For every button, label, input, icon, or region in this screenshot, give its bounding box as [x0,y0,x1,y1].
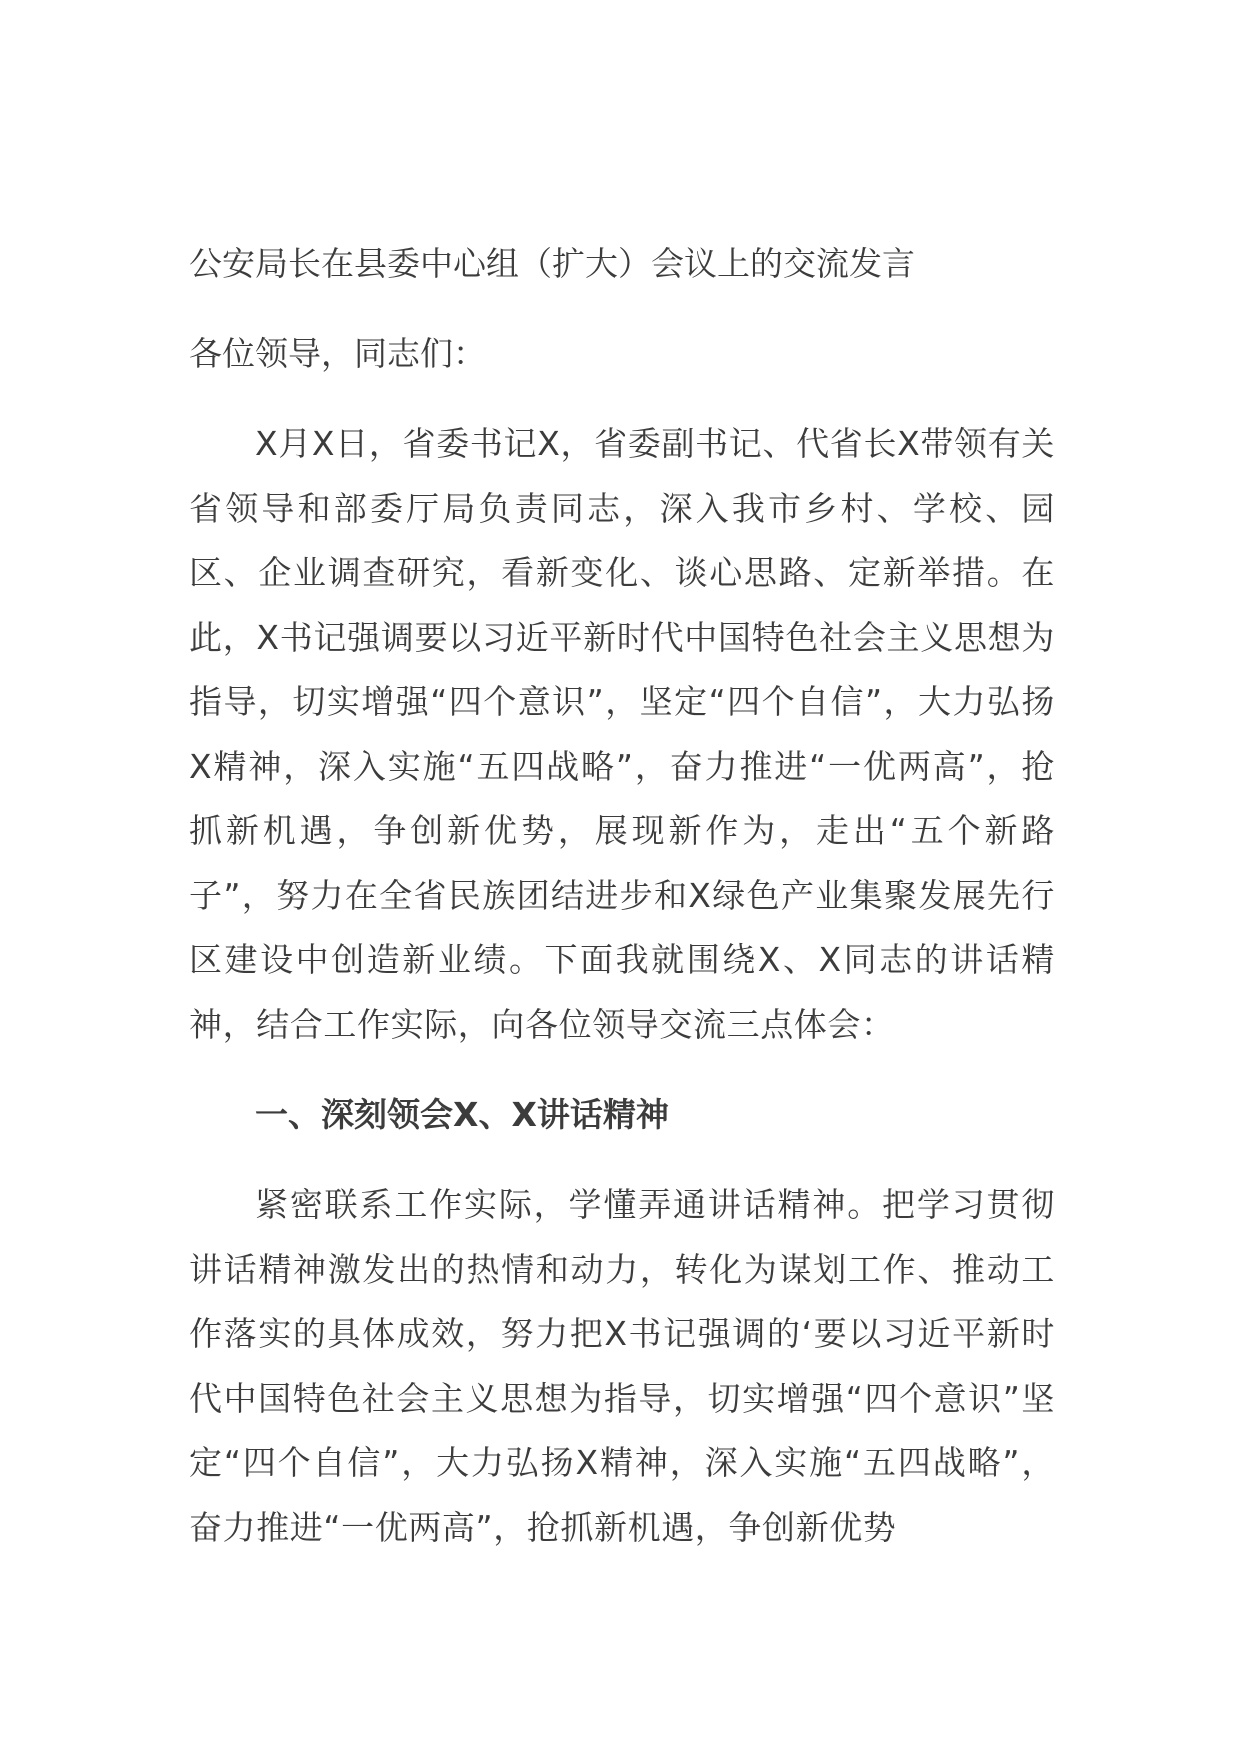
document-title: 公安局长在县委中心组（扩大）会议上的交流发言 [189,244,915,283]
paragraph-section-1: 紧密联系工作实际，学懂弄通讲话精神。把学习贯彻讲话精神激发出的热情和动力，转化为谋划工作、推动工作落实的具体成效，努力把X书记强调的‘要以习近平新时代中国特色社会主义思想为指导，切实增强“四个意识”坚定“四个自信”，大力弘扬X精神，深入实施“五四战略”，奋力推进“一优两高”，抢抓新机遇，争创新优势 [189,1185,1055,1547]
greeting: 各位领导，同志们： [189,334,486,373]
document-body [189,232,1055,1560]
paragraph-intro: X月X日，省委书记X，省委副书记、代省长X带领有关省领导和部委厅局负责同志，深入我市乡村、学校、园区、企业调查研究，看新变化、谈心思路、定新举措。在此，X书记强调要以习近平新时代中国特色社会主义思想为指导，切实增强“四个意识”，坚定“四个自信”，大力弘扬X精神，深入实施“五四战略”，奋力推进“一优两高”，抢抓新机遇，争创新优势，展现新作为，走出“五个新路子”，努力在全省民族团结进步和X绿色产业集聚发展先行区建设中创造新业绩。下面我就围绕X、X同志的讲话精神，结合工作实际，向各位领导交流三点体会： [189,424,1055,1044]
section-heading: 一、深刻领会X、X讲话精神 [255,1095,669,1134]
